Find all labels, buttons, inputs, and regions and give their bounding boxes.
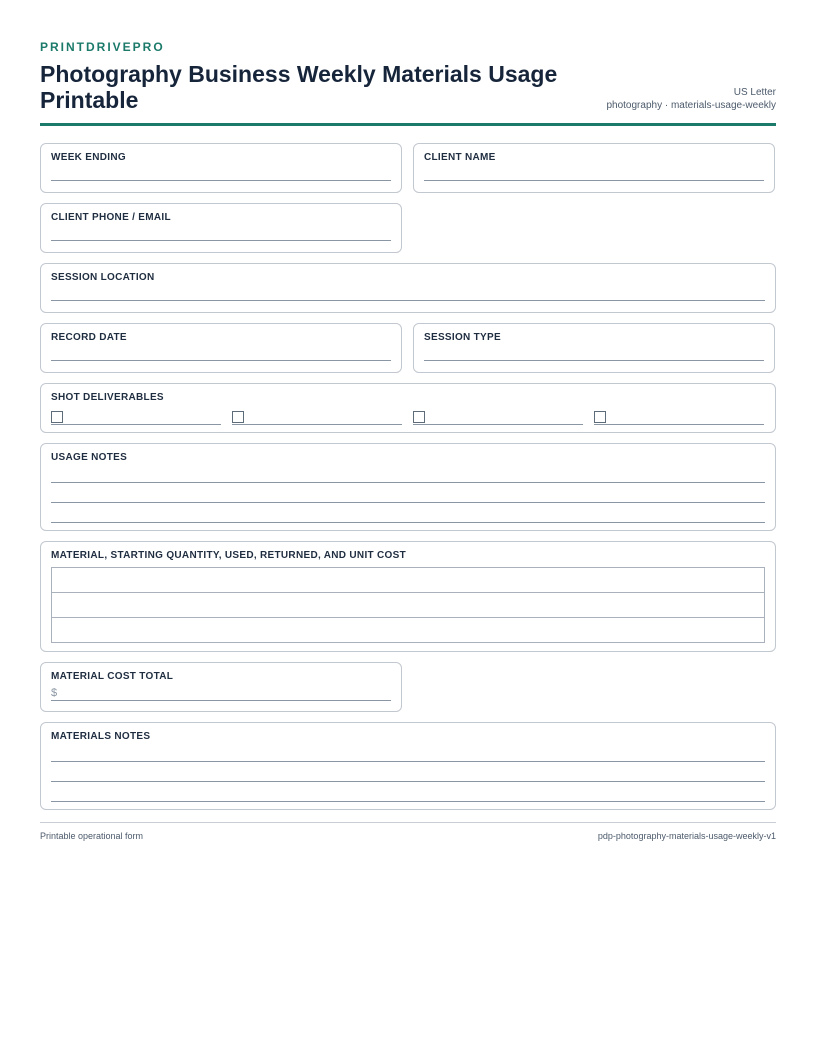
table-row [52,593,765,618]
usage-notes-line[interactable] [51,463,765,483]
footer-left: Printable operational form [40,831,144,841]
materials-notes-line[interactable] [51,742,765,762]
material-cost-total-label: MATERIAL COST TOTAL [51,671,174,682]
checkbox-icon[interactable] [413,411,425,423]
table-row [52,568,765,593]
deliverable-option[interactable] [413,409,583,425]
form-id: pdp-photography-materials-usage-weekly-v1 [597,831,776,841]
session-location-label: SESSION LOCATION [51,272,155,283]
table-cell[interactable] [52,568,765,593]
document-meta [606,86,776,113]
header-rule [40,123,776,126]
client-contact-field[interactable] [40,203,402,253]
usage-notes-line[interactable] [51,483,765,503]
table-cell[interactable] [52,618,765,643]
checkbox-icon[interactable] [594,411,606,423]
week-ending-line[interactable] [51,180,391,181]
form-page [40,40,776,841]
client-name-line[interactable] [424,180,764,181]
usage-notes-line[interactable] [51,503,765,523]
shot-deliverables-field [40,383,776,433]
document-tags: photography · materials-usage-weekly [606,100,776,111]
session-location-field[interactable] [40,263,776,313]
deliverable-option[interactable] [51,409,221,425]
deliverable-option[interactable] [594,409,764,425]
materials-notes-label: MATERIALS NOTES [51,731,151,742]
usage-notes-field[interactable] [40,443,776,531]
paper-size: US Letter [733,87,776,98]
session-type-label: SESSION TYPE [424,332,501,343]
page-title: Photography Business Weekly Materials Usage Printable [40,61,558,113]
material-cost-total-field[interactable] [40,662,402,712]
materials-notes-line[interactable] [51,762,765,782]
client-name-label: CLIENT NAME [424,152,496,163]
week-ending-field[interactable] [40,143,402,193]
brand-logo: PRINTDRIVEPRO [40,40,165,54]
checkbox-icon[interactable] [232,411,244,423]
session-type-field[interactable] [413,323,775,373]
deliverable-option[interactable] [232,409,402,425]
header [40,61,776,113]
table-row [52,618,765,643]
materials-table-section [40,541,776,652]
record-date-label: RECORD DATE [51,332,127,343]
footer-rule [40,822,776,823]
session-location-line[interactable] [51,300,765,301]
client-name-field[interactable] [413,143,775,193]
checkbox-icon[interactable] [51,411,63,423]
materials-notes-field[interactable] [40,722,776,810]
currency-symbol: $ [51,687,58,699]
footer [40,831,776,841]
materials-table [51,567,765,643]
materials-table-label: MATERIAL, STARTING QUANTITY, USED, RETURNED, AND UNIT COST [51,550,406,561]
table-cell[interactable] [52,593,765,618]
record-date-field[interactable] [40,323,402,373]
materials-notes-line[interactable] [51,782,765,802]
client-contact-label: CLIENT PHONE / EMAIL [51,212,171,223]
material-cost-total-line[interactable] [51,687,391,701]
session-type-line[interactable] [424,360,764,361]
client-contact-line[interactable] [51,240,391,241]
shot-deliverables-label: SHOT DELIVERABLES [51,392,164,403]
week-ending-label: WEEK ENDING [51,152,126,163]
usage-notes-label: USAGE NOTES [51,452,128,463]
record-date-line[interactable] [51,360,391,361]
